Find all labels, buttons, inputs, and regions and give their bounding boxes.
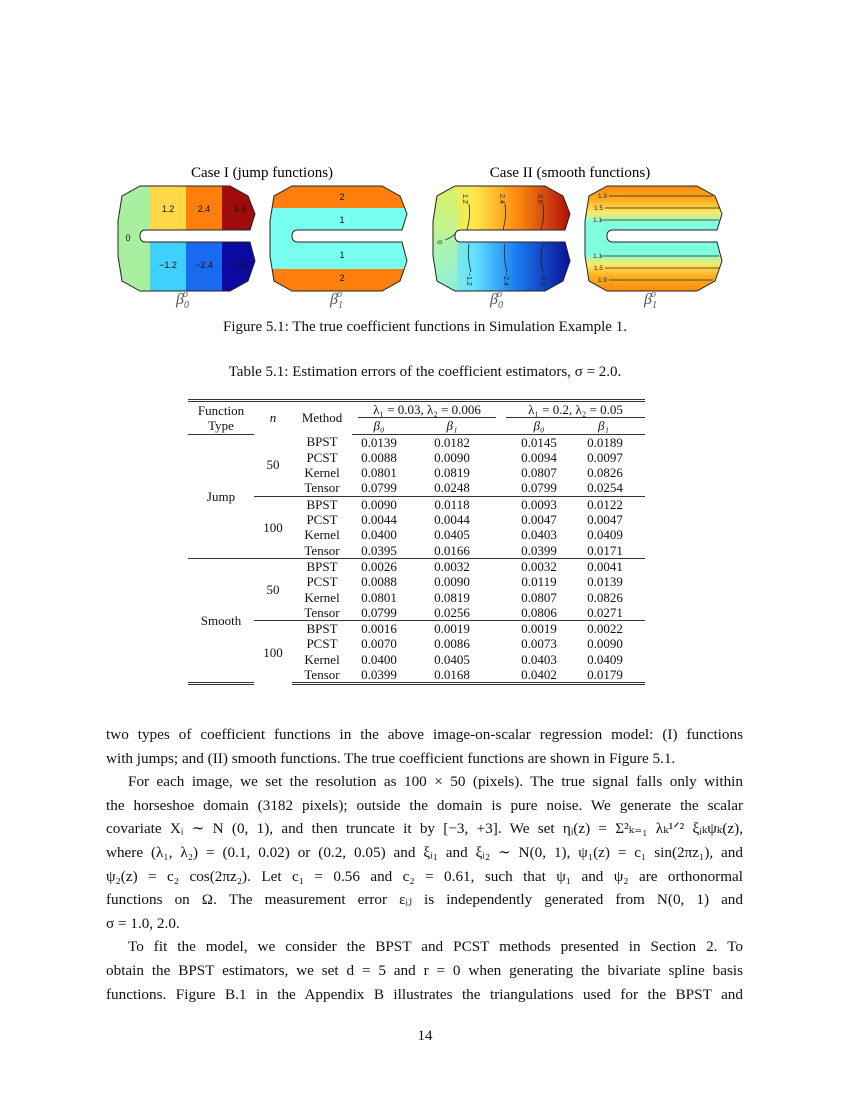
method-cell: Kernel [304, 651, 340, 667]
contour-label: 2.4 [498, 194, 505, 204]
panel-label-beta1: $\beta_1o$ [330, 289, 343, 311]
value-cell: 0.0399 [352, 667, 406, 684]
contour-label: −1.2 [465, 272, 472, 286]
contour-label: 0 [435, 239, 443, 246]
method-cell: Tensor [304, 542, 340, 558]
contour-label: 1.1 [593, 253, 603, 260]
table-padding [630, 636, 645, 651]
table-caption: Table 5.1: Estimation errors of the coefficient estimators, σ = 2.0. [228, 364, 622, 380]
value-cell: 0.0405 [434, 651, 470, 667]
table-padding [630, 465, 645, 480]
header-beta0: β₀ [533, 418, 545, 434]
table-padding [630, 527, 645, 542]
value-cell: 0.0097 [587, 449, 623, 465]
contour-label: 1.2 [161, 204, 175, 214]
value-cell: 0.0801 [361, 589, 397, 605]
header-lambda-group-2: λ₁ = 0.2, λ₂ = 0.05 [506, 402, 645, 418]
table-padding [630, 574, 645, 589]
value-cell: 0.0093 [498, 496, 580, 512]
table-padding [630, 434, 645, 450]
contour-label: 1.2 [461, 194, 468, 204]
paragraph-line: obtain the BPST estimators, we set d = 5 and r = 0 when generating the bivariate spline basis [106, 961, 743, 979]
value-cell: 0.0032 [498, 558, 580, 574]
figure-caption: Figure 5.1: The true coefficient functions in Simulation Example 1. [223, 319, 627, 335]
contour-label: 1.9 [598, 277, 608, 284]
table-padding [630, 652, 645, 667]
paragraph-line: where (λ₁, λ₂) = (0.1, 0.02) or (0.2, 0.05) and ξᵢ₁ and ξᵢ₂ ∼ N(0, 1), ψ₁(z) = c₁ sin(2πz₁), and [106, 843, 743, 861]
value-cell: 0.0400 [361, 527, 397, 543]
method-cell: BPST [306, 434, 338, 450]
table-padding [630, 621, 645, 637]
paragraph-line: For each image, we set the resolution as 100 × 50 (pixels). The true signal falls only within [128, 773, 743, 791]
value-cell: 0.0395 [361, 542, 397, 558]
value-cell: 0.0403 [521, 651, 557, 667]
case1-title: Case I (jump functions) [190, 165, 334, 181]
method-cell: BPST [292, 496, 352, 512]
value-cell: 0.0799 [521, 480, 557, 496]
value-cell: 0.0016 [352, 621, 406, 637]
value-cell: 0.0171 [587, 542, 623, 558]
contour-label: 1.5 [594, 205, 604, 212]
value-cell: 0.0248 [434, 480, 470, 496]
function-type-cell: Jump [206, 488, 236, 504]
page-number: 14 [417, 1028, 433, 1044]
method-cell: PCST [306, 512, 338, 528]
table-padding [630, 605, 645, 621]
contour-label: 3.6 [536, 194, 543, 204]
case2-title: Case II (smooth functions) [489, 165, 651, 181]
value-cell: 0.0090 [434, 449, 470, 465]
value-cell: 0.0094 [521, 449, 557, 465]
n-cell: 100 [254, 496, 292, 558]
value-cell: 0.0819 [434, 589, 470, 605]
value-cell: 0.0801 [361, 465, 397, 481]
header-beta1: β₁ [598, 418, 609, 434]
method-cell: PCST [306, 449, 338, 465]
value-cell: 0.0073 [521, 636, 557, 652]
contour-label: 3.6 [233, 204, 247, 214]
table-padding [630, 543, 645, 559]
value-cell: 0.0402 [498, 667, 580, 684]
contour-label: 1 [339, 250, 345, 260]
contour-label: −3.6 [539, 272, 546, 286]
contour-label: −1.2 [159, 260, 177, 270]
method-cell: PCST [306, 574, 338, 590]
method-cell: PCST [306, 636, 338, 652]
paragraph-line: σ = 1.0, 2.0. [106, 914, 180, 932]
value-cell: 0.0168 [406, 667, 498, 684]
case1-beta0-panel [118, 186, 262, 291]
value-cell: 0.0409 [587, 651, 623, 667]
contour-label: 0 [125, 233, 131, 243]
value-cell: 0.0047 [521, 512, 557, 528]
header-method: Method [292, 401, 352, 435]
n-cell: 50 [266, 457, 280, 473]
contour-label: −2.4 [502, 272, 509, 286]
value-cell: 0.0026 [352, 558, 406, 574]
value-cell: 0.0139 [361, 434, 397, 450]
value-cell: 0.0400 [361, 651, 397, 667]
table-padding [630, 496, 645, 512]
method-cell: BPST [292, 621, 352, 637]
value-cell: 0.0799 [361, 604, 397, 620]
table-body [188, 434, 645, 684]
value-cell: 0.0070 [361, 636, 397, 652]
contour-label: 2 [339, 192, 345, 202]
value-cell: 0.0088 [361, 574, 397, 590]
value-cell: 0.0399 [521, 542, 557, 558]
paragraph-line: functions on Ω. The measurement error εᵢⱼ is independently generated from N(0, 1) and [106, 891, 743, 909]
method-cell: Tensor [292, 667, 352, 684]
method-cell: Kernel [304, 465, 340, 481]
contour-label: 1.5 [594, 265, 604, 272]
paragraph-line: ψ₂(z) = c₂ cos(2πz₂). Let c₁ = 0.56 and c₂ = 0.61, such that ψ₁ and ψ₂ are orthonormal [106, 867, 743, 885]
header-function-type-2: Type [188, 418, 254, 434]
value-cell: 0.0019 [498, 621, 580, 637]
value-cell: 0.0119 [521, 574, 557, 590]
results-table [188, 399, 645, 685]
value-cell: 0.0118 [406, 496, 498, 512]
value-cell: 0.0166 [434, 542, 470, 558]
body-text [106, 723, 743, 1006]
table-row [188, 434, 645, 450]
method-cell: Kernel [304, 589, 340, 605]
paragraph-line: the horseshoe domain (3182 pixels); outside the domain is pure noise. We generate the scalar [106, 796, 743, 814]
value-cell: 0.0806 [521, 604, 557, 620]
method-cell: Tensor [304, 480, 340, 496]
value-cell: 0.0122 [580, 496, 630, 512]
paragraph-line: functions. Figure B.1 in the Appendix B illustrates the triangulations used for the BPST and [106, 985, 743, 1003]
header-beta0: β₀ [373, 418, 385, 434]
value-cell: 0.0182 [434, 434, 470, 450]
value-cell: 0.0189 [587, 434, 623, 450]
table-padding [630, 590, 645, 605]
value-cell: 0.0271 [587, 604, 623, 620]
table-row [188, 558, 645, 574]
value-cell: 0.0145 [521, 434, 557, 450]
contour-label: 2 [339, 273, 345, 283]
contour-label: −2.4 [195, 260, 213, 270]
value-cell: 0.0139 [587, 574, 623, 590]
function-type-cell: Smooth [188, 558, 254, 683]
header-n: n [254, 401, 292, 435]
contour-label: 1.1 [593, 217, 603, 224]
value-cell: 0.0032 [406, 558, 498, 574]
table-row [188, 621, 645, 637]
figure-5-1 [0, 0, 850, 320]
panel-label-beta0: $\beta_0o$ [176, 289, 189, 311]
value-cell: 0.0044 [361, 512, 397, 528]
value-cell: 0.0405 [434, 527, 470, 543]
n-cell: 100 [254, 621, 292, 684]
header-lambda-group-1: λ₁ = 0.03, λ₂ = 0.006 [358, 402, 496, 418]
value-cell: 0.0044 [434, 512, 470, 528]
paragraph-line: To fit the model, we consider the BPST and PCST methods presented in Section 2. To [128, 938, 743, 956]
table-padding [630, 512, 645, 527]
contour-label: 1 [339, 215, 345, 225]
contour-label: 1.9 [598, 193, 608, 200]
value-cell: 0.0254 [587, 480, 623, 496]
value-cell: 0.0256 [434, 604, 470, 620]
value-cell: 0.0403 [521, 527, 557, 543]
table-padding [630, 450, 645, 465]
value-cell: 0.0799 [361, 480, 397, 496]
value-cell: 0.0807 [521, 589, 557, 605]
value-cell: 0.0179 [580, 667, 630, 684]
table-padding [630, 480, 645, 496]
header-beta1: β₁ [446, 418, 458, 434]
method-cell: Tensor [304, 604, 340, 620]
panel-label-beta1: $\beta_1o$ [644, 289, 657, 311]
table-padding [630, 558, 645, 574]
paragraph-line: with jumps; and (II) smooth functions. The true coefficient functions are shown in Figure 5.1. [106, 749, 676, 767]
paragraph-line: two types of coefficient functions in the above image-on-scalar regression model: (I) functions [106, 726, 743, 743]
value-cell: 0.0090 [587, 636, 623, 652]
contour-label: −3.6 [231, 260, 249, 270]
case2-beta0-panel [433, 186, 573, 291]
value-cell: 0.0090 [352, 496, 406, 512]
value-cell: 0.0086 [434, 636, 470, 652]
contour-label: 2.4 [197, 204, 211, 214]
value-cell: 0.0022 [580, 621, 630, 637]
value-cell: 0.0826 [587, 465, 623, 481]
case2-beta1-panel [585, 186, 725, 291]
value-cell: 0.0819 [434, 465, 470, 481]
value-cell: 0.0807 [521, 465, 557, 481]
method-cell: BPST [292, 558, 352, 574]
table-row [188, 496, 645, 512]
panel-label-beta0: $\beta_0o$ [490, 289, 503, 311]
value-cell: 0.0409 [587, 527, 623, 543]
value-cell: 0.0090 [434, 574, 470, 590]
n-cell: 50 [254, 558, 292, 620]
value-cell: 0.0041 [580, 558, 630, 574]
case1-beta1-panel [270, 186, 410, 291]
paragraph-line: covariate Xᵢ ∼ N (0, 1), and then truncate it by [−3, +3]. We set ηᵢ(z) = Σ²ₖ₌₁ λₖ¹ᐟ² ξᵢₖψₖ(z), [106, 820, 743, 838]
value-cell: 0.0019 [406, 621, 498, 637]
table-padding [630, 667, 645, 684]
value-cell: 0.0047 [587, 512, 623, 528]
value-cell: 0.0826 [587, 589, 623, 605]
method-cell: Kernel [304, 527, 340, 543]
value-cell: 0.0088 [361, 449, 397, 465]
header-function-type: Function [188, 401, 254, 419]
